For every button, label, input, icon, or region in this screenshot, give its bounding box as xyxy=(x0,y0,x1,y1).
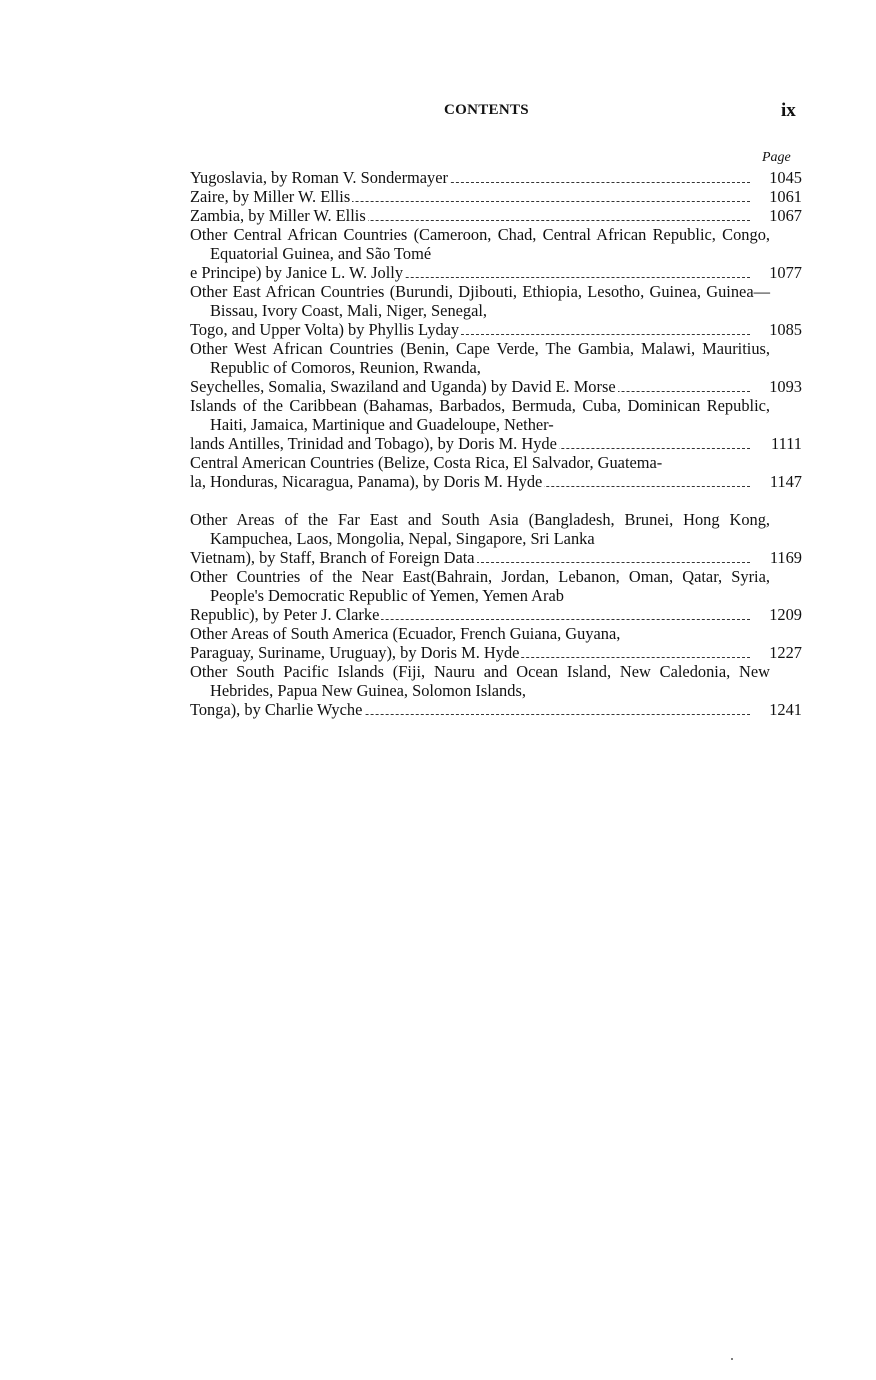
toc-entry-text: Islands of the Caribbean (Bahamas, Barbados, Bermuda, Cuba, Dominican Republic, Haiti, Jamaica, Martinique and Guadeloupe, Nether- xyxy=(190,396,770,434)
toc-entry xyxy=(190,282,802,339)
toc-entry-last-line xyxy=(190,472,750,491)
toc-entry xyxy=(190,396,802,453)
toc-entry-title-end: Seychelles, Somalia, Swaziland and Uganda) by David E. Morse xyxy=(190,377,616,396)
toc-entry xyxy=(190,206,802,225)
toc-entry-title-end: Republic), by Peter J. Clarke xyxy=(190,605,380,624)
toc-entry-page: 1093 xyxy=(769,377,802,396)
toc-entry-page: 1111 xyxy=(771,434,802,453)
toc-group-2 xyxy=(190,510,802,719)
toc-entry-page: 1067 xyxy=(769,206,802,225)
toc-entry-title-end: Zambia, by Miller W. Ellis xyxy=(190,206,366,225)
toc-entry-text: Other Areas of South America (Ecuador, French Guiana, Guyana, xyxy=(190,624,621,643)
toc-entry-title-end: Vietnam), by Staff, Branch of Foreign Data xyxy=(190,548,475,567)
toc-entry-last-line xyxy=(190,548,750,567)
toc-entry-page: 1077 xyxy=(769,263,802,282)
toc-entry-page: 1209 xyxy=(769,605,802,624)
toc-entry xyxy=(190,168,802,187)
toc-entry-title-end: e Principe) by Janice L. W. Jolly xyxy=(190,263,404,282)
toc-entry-title-end: la, Honduras, Nicaragua, Panama), by Doris M. Hyde xyxy=(190,472,543,491)
toc-entry-page: 1241 xyxy=(769,700,802,719)
toc-entry-title-end: Zaire, by Miller W. Ellis xyxy=(190,187,351,206)
stray-mark xyxy=(731,1358,733,1360)
toc-entry xyxy=(190,339,802,396)
group-separator xyxy=(190,491,802,510)
toc-entry-last-line xyxy=(190,206,750,225)
toc-entry-title-end: Tonga), by Charlie Wyche xyxy=(190,700,363,719)
toc-entry-last-line xyxy=(190,605,750,624)
toc-entry xyxy=(190,225,802,282)
toc-entry-title-end: Paraguay, Suriname, Uruguay), by Doris M. Hyde xyxy=(190,643,520,662)
toc-entry-last-line xyxy=(190,434,750,453)
toc-entry-page: 1169 xyxy=(769,548,802,567)
toc-entry-text: Central American Countries (Belize, Costa Rica, El Salvador, Guatema- xyxy=(190,453,663,472)
toc-entry-title-end: Yugoslavia, by Roman V. Sondermayer xyxy=(190,168,448,187)
toc-entry-last-line xyxy=(190,168,750,187)
toc-entry-text: Other West African Countries (Benin, Cape Verde, The Gambia, Malawi, Mauritius, Republic of Comoros, Reunion, Rwanda, xyxy=(190,339,770,377)
toc-entry-last-line xyxy=(190,377,750,396)
toc-entry xyxy=(190,187,802,206)
toc-entry-last-line xyxy=(190,187,750,206)
toc-entry-title-end: Togo, and Upper Volta) by Phyllis Lyday xyxy=(190,320,460,339)
toc-entry-page: 1085 xyxy=(769,320,802,339)
toc-entry-last-line xyxy=(190,263,750,282)
toc-entry-page: 1227 xyxy=(769,643,802,662)
toc-entry-text: Other Areas of the Far East and South Asia (Bangladesh, Brunei, Hong Kong, Kampuchea, Laos, Mongolia, Nepal, Singapore, Sri Lanka xyxy=(190,510,770,548)
page-column-heading: Page xyxy=(762,150,791,165)
toc-entry xyxy=(190,510,802,567)
toc-entry-page: 1147 xyxy=(769,472,802,491)
toc-entry-text: Other Central African Countries (Cameroon, Chad, Central African Republic, Congo, Equatorial Guinea, and São Tomé xyxy=(190,225,770,263)
toc-entry xyxy=(190,662,802,719)
toc-entry-text: Other South Pacific Islands (Fiji, Nauru and Ocean Island, New Caledonia, New Hebrides, Papua New Guinea, Solomon Islands, xyxy=(190,662,770,700)
running-title: CONTENTS xyxy=(444,102,529,118)
table-of-contents xyxy=(190,168,802,719)
page-number: ix xyxy=(781,100,796,121)
toc-entry-page: 1061 xyxy=(769,187,802,206)
page-header xyxy=(0,100,876,126)
toc-entry-last-line xyxy=(190,320,750,339)
toc-group-1 xyxy=(190,168,802,491)
toc-entry-last-line xyxy=(190,700,750,719)
toc-entry xyxy=(190,567,802,624)
toc-entry xyxy=(190,624,802,662)
toc-entry-title-end: lands Antilles, Trinidad and Tobago), by Doris M. Hyde xyxy=(190,434,557,453)
toc-entry-text: Other Countries of the Near East(Bahrain, Jordan, Lebanon, Oman, Qatar, Syria, People's Democratic Republic of Yemen, Yemen Arab xyxy=(190,567,770,605)
toc-entry-last-line xyxy=(190,643,750,662)
toc-entry-text: Other East African Countries (Burundi, Djibouti, Ethiopia, Lesotho, Guinea, Guinea—Bissau, Ivory Coast, Mali, Niger, Senegal, xyxy=(190,282,770,320)
toc-entry-page: 1045 xyxy=(769,168,802,187)
toc-entry xyxy=(190,453,802,491)
